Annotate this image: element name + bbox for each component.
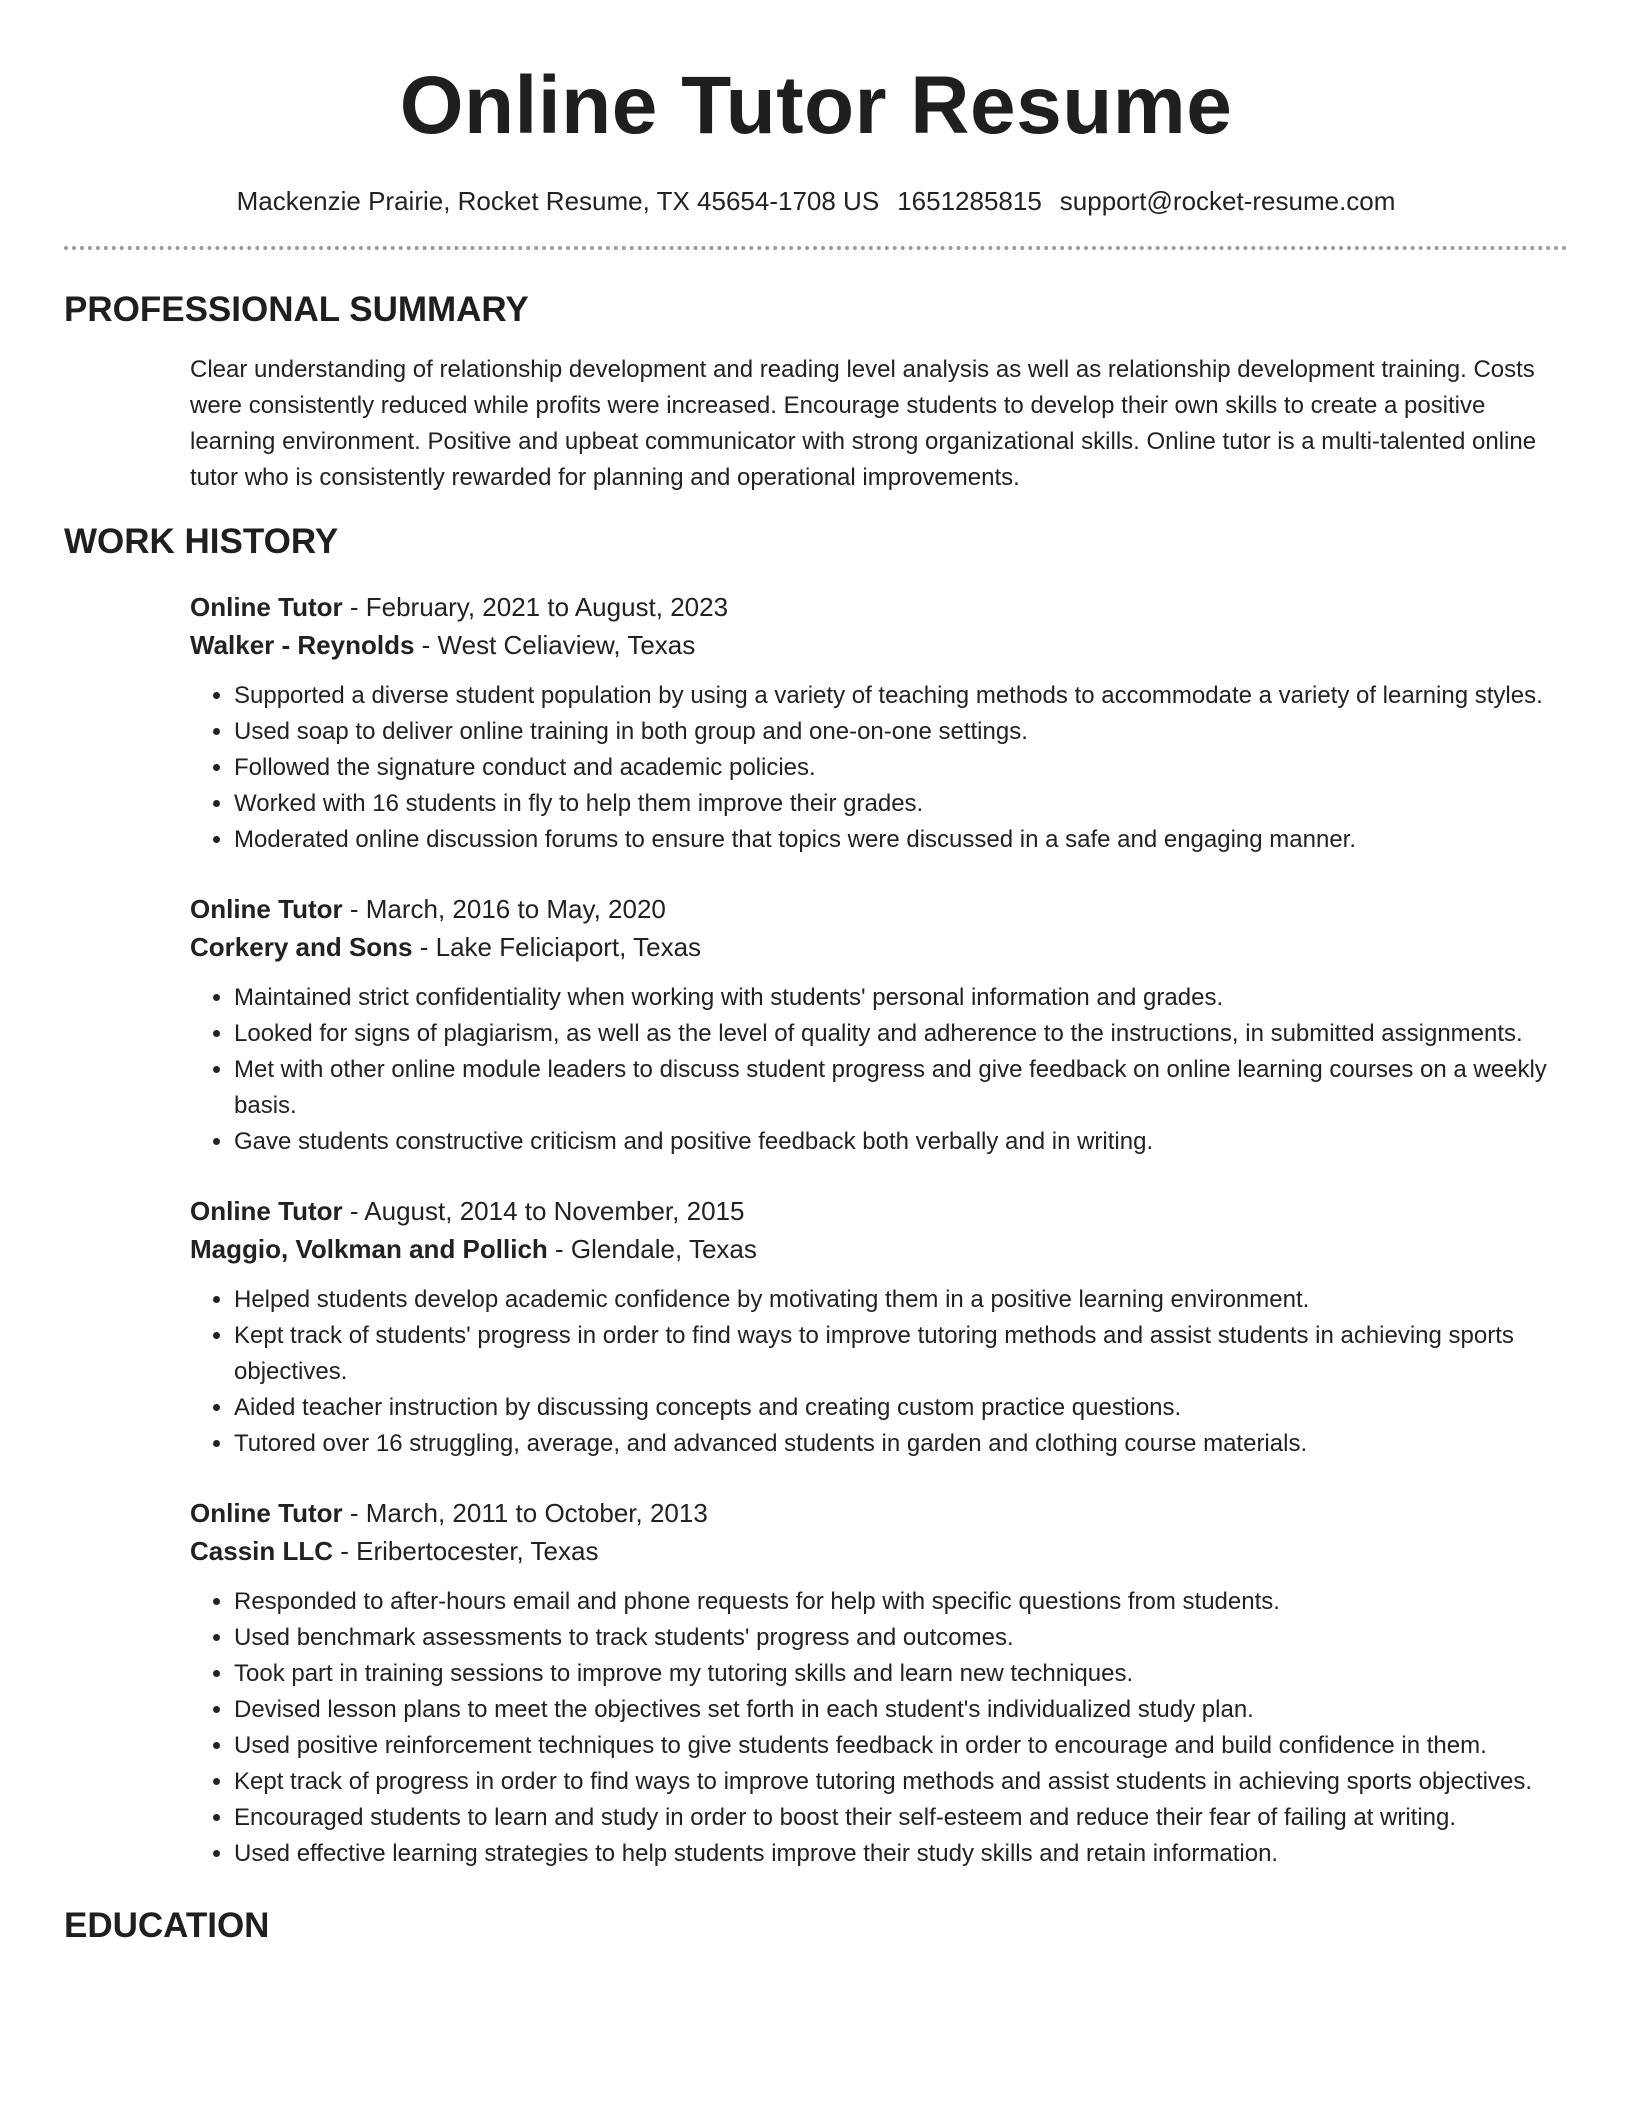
job-company-line	[190, 1532, 1568, 1570]
job-company: Walker - Reynolds	[190, 630, 415, 660]
resume-title: Online Tutor Resume	[399, 60, 1233, 151]
job-company: Cassin LLC	[190, 1536, 334, 1566]
job-bullet: • Aided teacher instruction by discussing concepts and creating custom practice questions.	[234, 1390, 1568, 1426]
job-title-line	[190, 890, 1568, 928]
job-title: Online Tutor	[190, 592, 343, 622]
job-bullet: • Used positive reinforcement techniques to give students feedback in order to encourage and build confidence in them.	[234, 1728, 1568, 1764]
education-heading: EDUCATION	[64, 1906, 270, 1945]
job-bullet: • Used benchmark assessments to track students' progress and outcomes.	[234, 1620, 1568, 1656]
job-bullet: • Used effective learning strategies to help students improve their study skills and retain information.	[234, 1836, 1568, 1872]
job-bullet: • Moderated online discussion forums to ensure that topics were discussed in a safe and engaging manner.	[234, 822, 1568, 858]
summary-text: Clear understanding of relationship development and reading level analysis as well as relationship development training. Costs were consistently reduced while profits were increased. Encourage students to develop their own skills to create a positive learning environment. Positive and upbeat communicator with strong organizational skills. Online tutor is a multi-talented online tutor who is consistently rewarded for planning and operational improvements.	[190, 356, 1537, 491]
job-bullet: • Encouraged students to learn and study in order to boost their self-esteem and reduce their fear of failing at writing.	[234, 1800, 1568, 1836]
job-title: Online Tutor	[190, 894, 343, 924]
job-dates: - March, 2011 to October, 2013	[342, 1498, 708, 1528]
summary-heading: PROFESSIONAL SUMMARY	[64, 290, 529, 329]
job-bullet: • Responded to after-hours email and phone requests for help with specific questions from students.	[234, 1584, 1568, 1620]
job-bullets	[190, 980, 1568, 1160]
job-bullet: • Looked for signs of plagiarism, as well as the level of quality and adherence to the instructions, in submitted assignments.	[234, 1016, 1568, 1052]
job-bullets	[190, 678, 1568, 858]
job-entry	[190, 1494, 1568, 1872]
job-bullet: • Helped students develop academic confidence by motivating them in a positive learning environment.	[234, 1282, 1568, 1318]
job-dates: - August, 2014 to November, 2015	[342, 1196, 745, 1226]
job-company: Maggio, Volkman and Pollich	[190, 1234, 548, 1264]
job-title-line	[190, 588, 1568, 626]
job-bullet: • Supported a diverse student population by using a variety of teaching methods to accommodate a variety of learning styles.	[234, 678, 1568, 714]
job-bullet: • Devised lesson plans to meet the objectives set forth in each student's individualized study plan.	[234, 1692, 1568, 1728]
contact-phone: 1651285815	[897, 186, 1042, 216]
contact-address: Mackenzie Prairie, Rocket Resume, TX 45654-1708 US	[236, 186, 880, 216]
job-dates: - February, 2021 to August, 2023	[342, 592, 729, 622]
job-bullet: • Tutored over 16 struggling, average, and advanced students in garden and clothing course materials.	[234, 1426, 1568, 1462]
job-company: Corkery and Sons	[190, 932, 413, 962]
job-bullet: • Used soap to deliver online training in both group and one-on-one settings.	[234, 714, 1568, 750]
job-bullet: • Met with other online module leaders to discuss student progress and give feedback on online learning courses on a weekly basis.	[234, 1052, 1568, 1124]
job-title-line	[190, 1192, 1568, 1230]
job-bullet: • Gave students constructive criticism and positive feedback both verbally and in writing.	[234, 1124, 1568, 1160]
job-bullets	[190, 1282, 1568, 1462]
job-bullet: • Kept track of students' progress in order to find ways to improve tutoring methods and assist students in achieving sports objectives.	[234, 1318, 1568, 1390]
job-title-line	[190, 1494, 1568, 1532]
job-entry	[190, 1192, 1568, 1462]
job-entry	[190, 890, 1568, 1160]
job-location: - Lake Feliciaport, Texas	[412, 932, 702, 962]
job-dates: - March, 2016 to May, 2020	[342, 894, 666, 924]
job-bullet: • Worked with 16 students in fly to help them improve their grades.	[234, 786, 1568, 822]
job-location: - Glendale, Texas	[547, 1234, 757, 1264]
job-title: Online Tutor	[190, 1196, 343, 1226]
job-entry	[190, 588, 1568, 858]
job-bullet: • Took part in training sessions to improve my tutoring skills and learn new techniques.	[234, 1656, 1568, 1692]
job-bullet: • Followed the signature conduct and academic policies.	[234, 750, 1568, 786]
job-bullet: • Kept track of progress in order to find ways to improve tutoring methods and assist students in achieving sports objectives.	[234, 1764, 1568, 1800]
job-location: - West Celiaview, Texas	[414, 630, 696, 660]
job-location: - Eribertocester, Texas	[333, 1536, 599, 1566]
contact-line	[64, 184, 1568, 218]
job-title: Online Tutor	[190, 1498, 343, 1528]
job-company-line	[190, 1230, 1568, 1268]
contact-email: support@rocket-resume.com	[1059, 186, 1396, 216]
job-company-line	[190, 928, 1568, 966]
job-bullet: • Maintained strict confidentiality when working with students' personal information and grades.	[234, 980, 1568, 1016]
work-history-heading: WORK HISTORY	[64, 522, 339, 561]
header-divider	[64, 246, 1568, 250]
job-company-line	[190, 626, 1568, 664]
job-bullets	[190, 1584, 1568, 1872]
